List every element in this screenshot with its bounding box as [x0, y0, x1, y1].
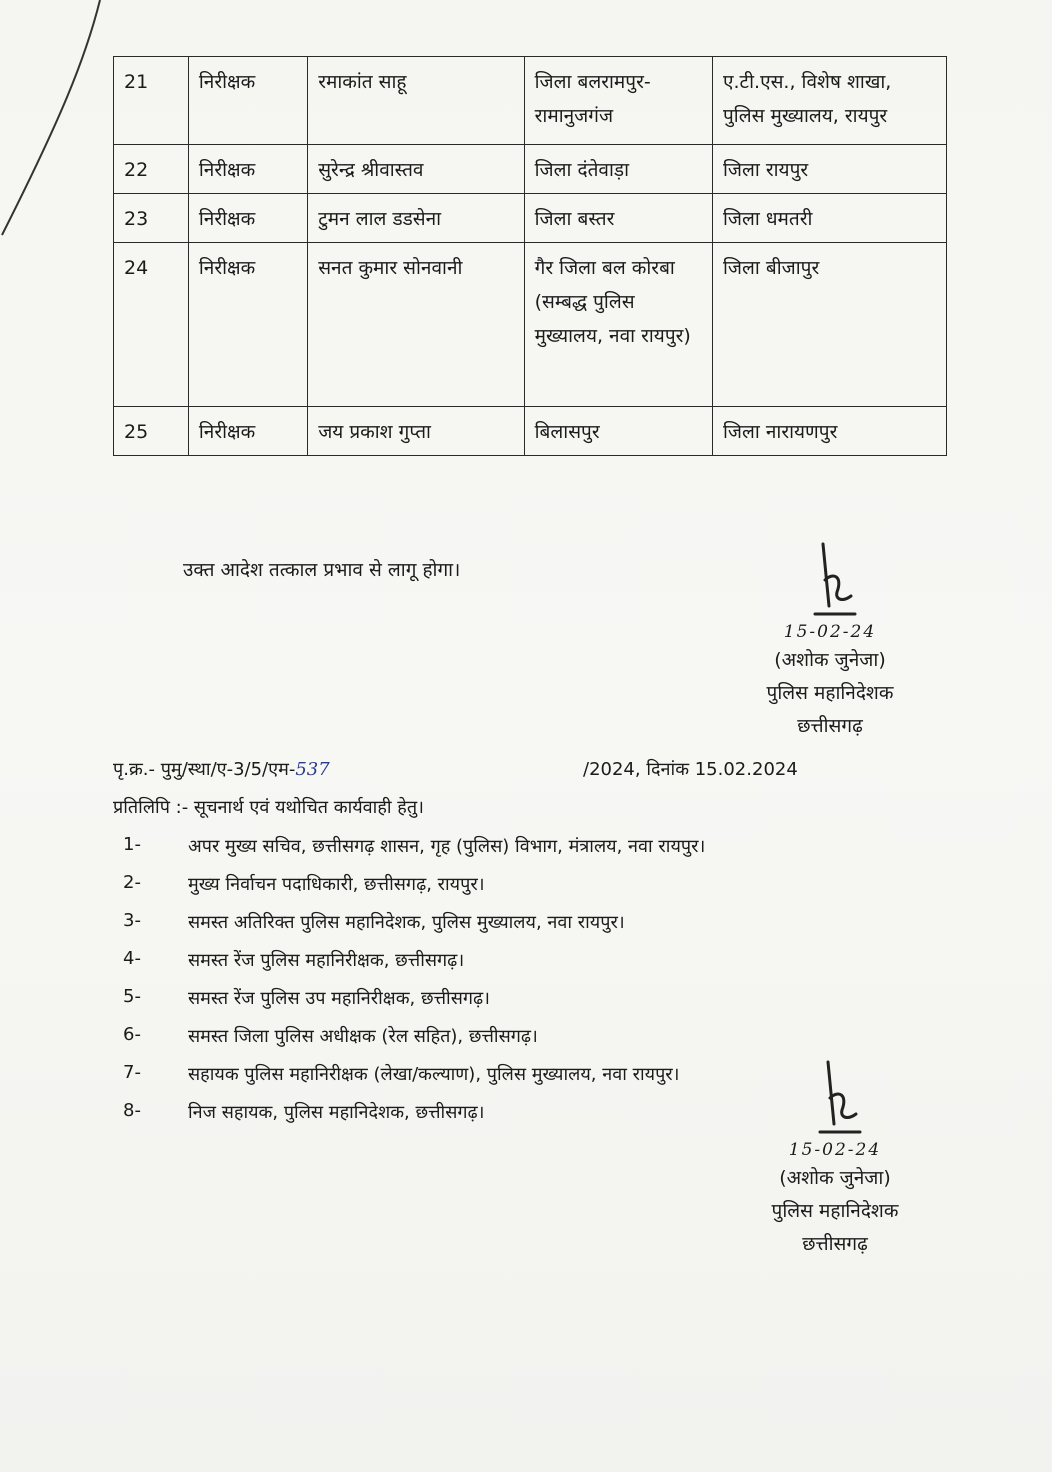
item-number: 5-	[123, 986, 141, 1007]
order-note: उक्त आदेश तत्काल प्रभाव से लागू होगा।	[183, 559, 461, 581]
table-row	[114, 194, 947, 243]
item-number: 6-	[123, 1024, 141, 1045]
signature-block	[745, 1058, 925, 1261]
item-number: 4-	[123, 948, 141, 969]
posted-to: जिला बीजापुर	[713, 243, 947, 407]
item-text: समस्त अतिरिक्त पुलिस महानिदेशक, पुलिस मुख्यालय, नवा रायपुर।	[188, 912, 625, 933]
posted-to: जिला नारायणपुर	[713, 407, 947, 456]
table-row	[114, 407, 947, 456]
posted-from: जिला दंतेवाड़ा	[524, 145, 712, 194]
officer-name: टुमन लाल डडसेना	[308, 194, 524, 243]
copy-heading: प्रतिलिपि :- सूचनार्थ एवं यथोचित कार्यवाही हेतु।	[113, 797, 424, 818]
list-item	[113, 910, 873, 948]
rank: निरीक्षक	[188, 145, 307, 194]
table-row	[114, 243, 947, 407]
table-row	[114, 57, 947, 145]
signatory-designation: पुलिस महानिदेशक	[771, 1200, 899, 1222]
signature-date: 15-02-24	[783, 622, 877, 642]
item-number: 3-	[123, 910, 141, 931]
rank: निरीक्षक	[188, 57, 307, 145]
item-text: सहायक पुलिस महानिरीक्षक (लेखा/कल्याण), पुलिस मुख्यालय, नवा रायपुर।	[188, 1064, 680, 1085]
table-row	[114, 145, 947, 194]
rank: निरीक्षक	[188, 243, 307, 407]
reference-line	[113, 757, 873, 781]
item-text: समस्त रेंज पुलिस महानिरीक्षक, छत्तीसगढ़।	[188, 950, 465, 971]
list-item	[113, 834, 873, 872]
item-number: 7-	[123, 1062, 141, 1083]
signatory-name: (अशोक जुनेजा)	[779, 1167, 891, 1189]
signatory-name: (अशोक जुनेजा)	[774, 649, 886, 671]
officer-name: जय प्रकाश गुप्ता	[308, 407, 524, 456]
serial-number: 21	[114, 57, 189, 145]
officer-name: सुरेन्द्र श्रीवास्तव	[308, 145, 524, 194]
posted-from: बिलासपुर	[524, 407, 712, 456]
signatory-designation: पुलिस महानिदेशक	[766, 682, 894, 704]
signatory-state: छत्तीसगढ़	[802, 1233, 868, 1255]
item-text: समस्त रेंज पुलिस उप महानिरीक्षक, छत्तीसगढ़।	[188, 988, 490, 1009]
item-text: समस्त जिला पुलिस अधीक्षक (रेल सहित), छत्तीसगढ़।	[188, 1026, 538, 1047]
reference-number: 537	[295, 759, 330, 780]
rank: निरीक्षक	[188, 407, 307, 456]
list-item	[113, 872, 873, 910]
rank: निरीक्षक	[188, 194, 307, 243]
posting-table	[113, 56, 947, 456]
serial-number: 23	[114, 194, 189, 243]
serial-number: 25	[114, 407, 189, 456]
signature-block	[740, 540, 920, 743]
posted-from: जिला बस्तर	[524, 194, 712, 243]
item-text: मुख्य निर्वाचन पदाधिकारी, छत्तीसगढ़, रायपुर।	[188, 874, 485, 895]
list-item	[113, 1024, 873, 1062]
item-text: निज सहायक, पुलिस महानिदेशक, छत्तीसगढ़।	[188, 1102, 485, 1123]
item-text: अपर मुख्य सचिव, छत्तीसगढ़ शासन, गृह (पुलिस) विभाग, मंत्रालय, नवा रायपुर।	[188, 836, 706, 857]
item-number: 8-	[123, 1100, 141, 1121]
item-number: 2-	[123, 872, 141, 893]
posted-from: जिला बलरामपुर-रामानुजगंज	[524, 57, 712, 145]
posted-to: जिला रायपुर	[713, 145, 947, 194]
posted-to: ए.टी.एस., विशेष शाखा, पुलिस मुख्यालय, रायपुर	[713, 57, 947, 145]
posted-from: गैर जिला बल कोरबा (सम्बद्ध पुलिस मुख्यालय, नवा रायपुर)	[524, 243, 712, 407]
list-item	[113, 986, 873, 1024]
paper-edge-line	[0, 0, 130, 240]
signature-date: 15-02-24	[788, 1140, 882, 1160]
officer-name: सनत कुमार सोनवानी	[308, 243, 524, 407]
signature-mark	[790, 1058, 880, 1138]
list-item	[113, 948, 873, 986]
item-number: 1-	[123, 834, 141, 855]
signatory-state: छत्तीसगढ़	[797, 715, 863, 737]
reference-date: /2024, दिनांक 15.02.2024	[583, 759, 798, 780]
serial-number: 24	[114, 243, 189, 407]
posted-to: जिला धमतरी	[713, 194, 947, 243]
officer-name: रमाकांत साहू	[308, 57, 524, 145]
serial-number: 22	[114, 145, 189, 194]
signature-mark	[785, 540, 875, 620]
reference-prefix: पृ.क्र.- पुमु/स्था/ए-3/5/एम-	[113, 759, 296, 780]
